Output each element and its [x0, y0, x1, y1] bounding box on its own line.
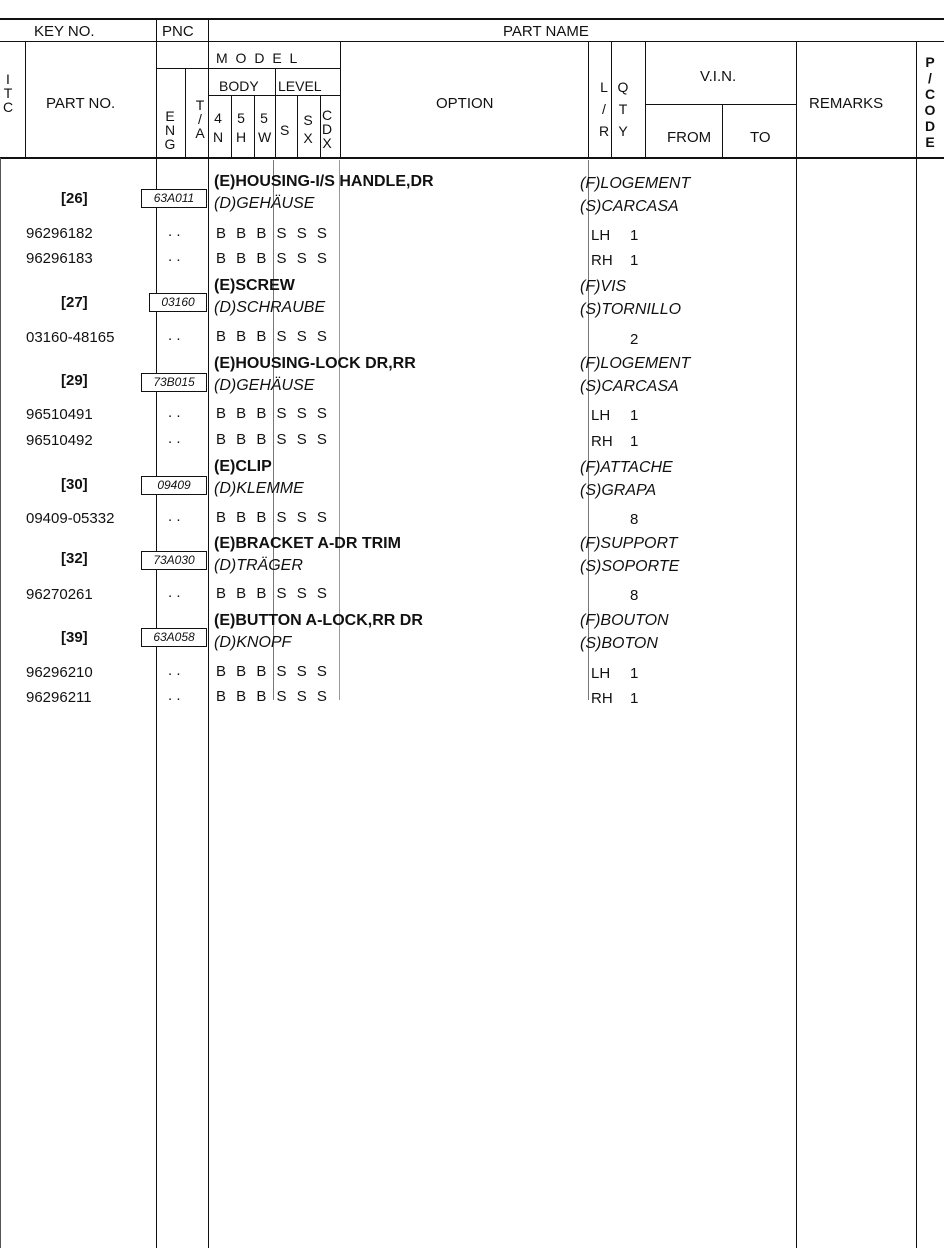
qty-header: Q T Y — [617, 79, 629, 139]
body-col-5w: 5 W — [258, 110, 272, 145]
part-number: 09409-05332 — [26, 510, 115, 527]
pnc-label: 73B015 — [141, 373, 207, 392]
english-name: (E)BUTTON A-LOCK,RR DR — [214, 612, 423, 629]
qty-value: 1 — [630, 433, 639, 450]
option-header: OPTION — [436, 95, 494, 112]
english-name: (E)CLIP — [214, 458, 272, 475]
part-number: 96510491 — [26, 406, 93, 423]
german-name: (D)TRÄGER — [214, 557, 303, 574]
part-name-header: PART NAME — [503, 23, 589, 40]
pnc-label: 03160 — [149, 293, 207, 312]
part-number: 96296210 — [26, 664, 93, 681]
french-name: (F)LOGEMENT — [580, 355, 691, 372]
key-number: [29] — [61, 372, 88, 389]
qty-value: 1 — [630, 252, 639, 269]
itc-header: I T C — [2, 71, 14, 115]
model-codes: B B B S S S — [216, 328, 330, 345]
pnc-header: PNC — [162, 23, 194, 40]
part-number: 96296182 — [26, 225, 93, 242]
body-col-5h: 5 H — [235, 110, 247, 145]
english-name: (E)BRACKET A-DR TRIM — [214, 535, 401, 552]
model-codes: B B B S S S — [216, 225, 330, 242]
german-name: (D)KNOPF — [214, 634, 292, 651]
part-no-header: PART NO. — [46, 95, 116, 112]
part-number: 96296183 — [26, 250, 93, 267]
spanish-name: (S)CARCASA — [580, 378, 679, 395]
english-name: (E)SCREW — [214, 277, 295, 294]
model-codes: B B B S S S — [216, 585, 330, 602]
part-number: 96296211 — [26, 689, 92, 706]
spanish-name: (S)SOPORTE — [580, 558, 680, 575]
body-header: BODY — [219, 78, 259, 94]
french-name: (F)SUPPORT — [580, 535, 678, 552]
qty-value: 2 — [630, 331, 639, 348]
level-col-sx: S X — [303, 112, 313, 146]
german-name: (D)SCHRAUBE — [214, 299, 326, 316]
spanish-name: (S)CARCASA — [580, 198, 679, 215]
model-codes: B B B S S S — [216, 250, 330, 267]
model-header: M O D E L — [216, 50, 300, 66]
english-name: (E)HOUSING-LOCK DR,RR — [214, 355, 416, 372]
french-name: (F)ATTACHE — [580, 459, 673, 476]
eng-ta-dots: . . — [168, 223, 181, 240]
model-codes: B B B S S S — [216, 509, 330, 526]
eng-ta-dots: . . — [168, 584, 181, 601]
key-no-header: KEY NO. — [34, 23, 95, 40]
pnc-label: 73A030 — [141, 551, 207, 570]
eng-header: E N G — [164, 108, 176, 152]
level-col-s: S — [280, 122, 290, 138]
vin-from-header: FROM — [667, 129, 712, 146]
eng-ta-dots: . . — [168, 430, 181, 447]
lr-value: LH — [591, 227, 611, 244]
qty-value: 1 — [630, 407, 639, 424]
key-number: [32] — [61, 550, 88, 567]
eng-ta-dots: . . — [168, 662, 181, 679]
qty-value: 1 — [630, 665, 639, 682]
eng-ta-dots: . . — [168, 248, 181, 265]
model-codes: B B B S S S — [216, 663, 330, 680]
lr-value: LH — [591, 665, 611, 682]
pcode-header: P / C O D E — [924, 54, 936, 150]
pnc-label: 09409 — [141, 476, 207, 495]
level-header: LEVEL — [278, 78, 322, 94]
key-number: [26] — [61, 190, 88, 207]
key-number: [27] — [61, 294, 88, 311]
model-codes: B B B S S S — [216, 431, 330, 448]
part-number: 96270261 — [26, 586, 93, 603]
french-name: (F)LOGEMENT — [580, 175, 691, 192]
qty-value: 8 — [630, 587, 639, 604]
model-codes: B B B S S S — [216, 405, 330, 422]
eng-ta-dots: . . — [168, 404, 181, 421]
key-number: [39] — [61, 629, 88, 646]
model-codes: B B B S S S — [216, 688, 330, 705]
key-number: [30] — [61, 476, 88, 493]
lr-value: RH — [591, 252, 613, 269]
lr-value: RH — [591, 433, 613, 450]
spanish-name: (S)BOTON — [580, 635, 658, 652]
eng-ta-dots: . . — [168, 327, 181, 344]
lr-value: LH — [591, 407, 611, 424]
lr-value: RH — [591, 690, 613, 707]
qty-value: 8 — [630, 511, 639, 528]
part-number: 96510492 — [26, 432, 93, 449]
french-name: (F)VIS — [580, 278, 627, 295]
eng-ta-dots: . . — [168, 508, 181, 525]
qty-value: 1 — [630, 690, 639, 707]
eng-ta-dots: . . — [168, 687, 181, 704]
spanish-name: (S)TORNILLO — [580, 301, 682, 318]
level-col-cdx: C D X — [321, 107, 333, 151]
part-number: 03160-48165 — [26, 329, 115, 346]
remarks-header: REMARKS — [809, 95, 884, 112]
qty-value: 1 — [630, 227, 639, 244]
french-name: (F)BOUTON — [580, 612, 669, 629]
spanish-name: (S)GRAPA — [580, 482, 657, 499]
english-name: (E)HOUSING-I/S HANDLE,DR — [214, 173, 434, 190]
body-col-4n: 4 N — [212, 110, 224, 145]
lr-header: L / R — [598, 79, 610, 139]
vin-to-header: TO — [750, 129, 771, 146]
german-name: (D)GEHÄUSE — [214, 377, 315, 394]
german-name: (D)KLEMME — [214, 480, 304, 497]
pnc-label: 63A011 — [141, 189, 207, 208]
ta-header: T / A — [195, 97, 205, 141]
german-name: (D)GEHÄUSE — [214, 195, 315, 212]
pnc-label: 63A058 — [141, 628, 207, 647]
vin-header: V.I.N. — [700, 68, 737, 85]
